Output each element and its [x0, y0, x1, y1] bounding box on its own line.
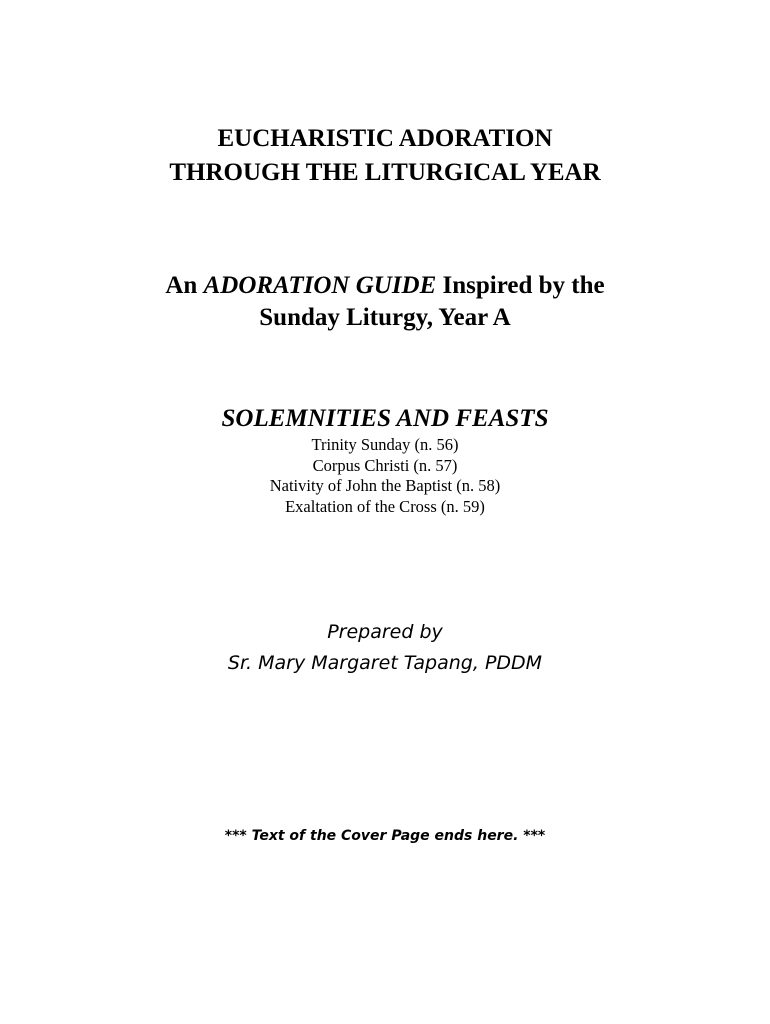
feasts-heading: SOLEMNITIES AND FEASTS — [221, 405, 549, 432]
feast-item: Trinity Sunday (n. 56) — [311, 435, 459, 454]
subtitle-suffix: Inspired by the — [442, 272, 605, 299]
document-subtitle — [0, 270, 770, 334]
title-line-1: EUCHARISTIC ADORATION — [217, 125, 553, 152]
prepared-by-label: Prepared by — [327, 621, 443, 643]
prepared-by-section — [0, 617, 770, 679]
title-line-2: THROUGH THE LITURGICAL YEAR — [169, 159, 601, 186]
feast-list — [0, 435, 770, 518]
feast-item: Exaltation of the Cross (n. 59) — [285, 497, 485, 517]
feasts-section — [0, 403, 770, 518]
author-name: Sr. Mary Margaret Tapang, PDDM — [227, 652, 543, 674]
document-title — [0, 122, 770, 190]
subtitle-emphasis: ADORATION GUIDE — [203, 272, 437, 299]
cover-page-note-section — [0, 825, 770, 847]
feast-item: Corpus Christi (n. 57) — [312, 455, 458, 475]
subtitle-line-2: Sunday Liturgy, Year A — [259, 304, 511, 331]
subtitle-line-1 — [0, 270, 770, 302]
cover-page-end-note: *** Text of the Cover Page ends here. *** — [224, 828, 546, 844]
subtitle-prefix: An — [165, 272, 198, 299]
feast-item: Nativity of John the Baptist (n. 58) — [269, 476, 501, 496]
